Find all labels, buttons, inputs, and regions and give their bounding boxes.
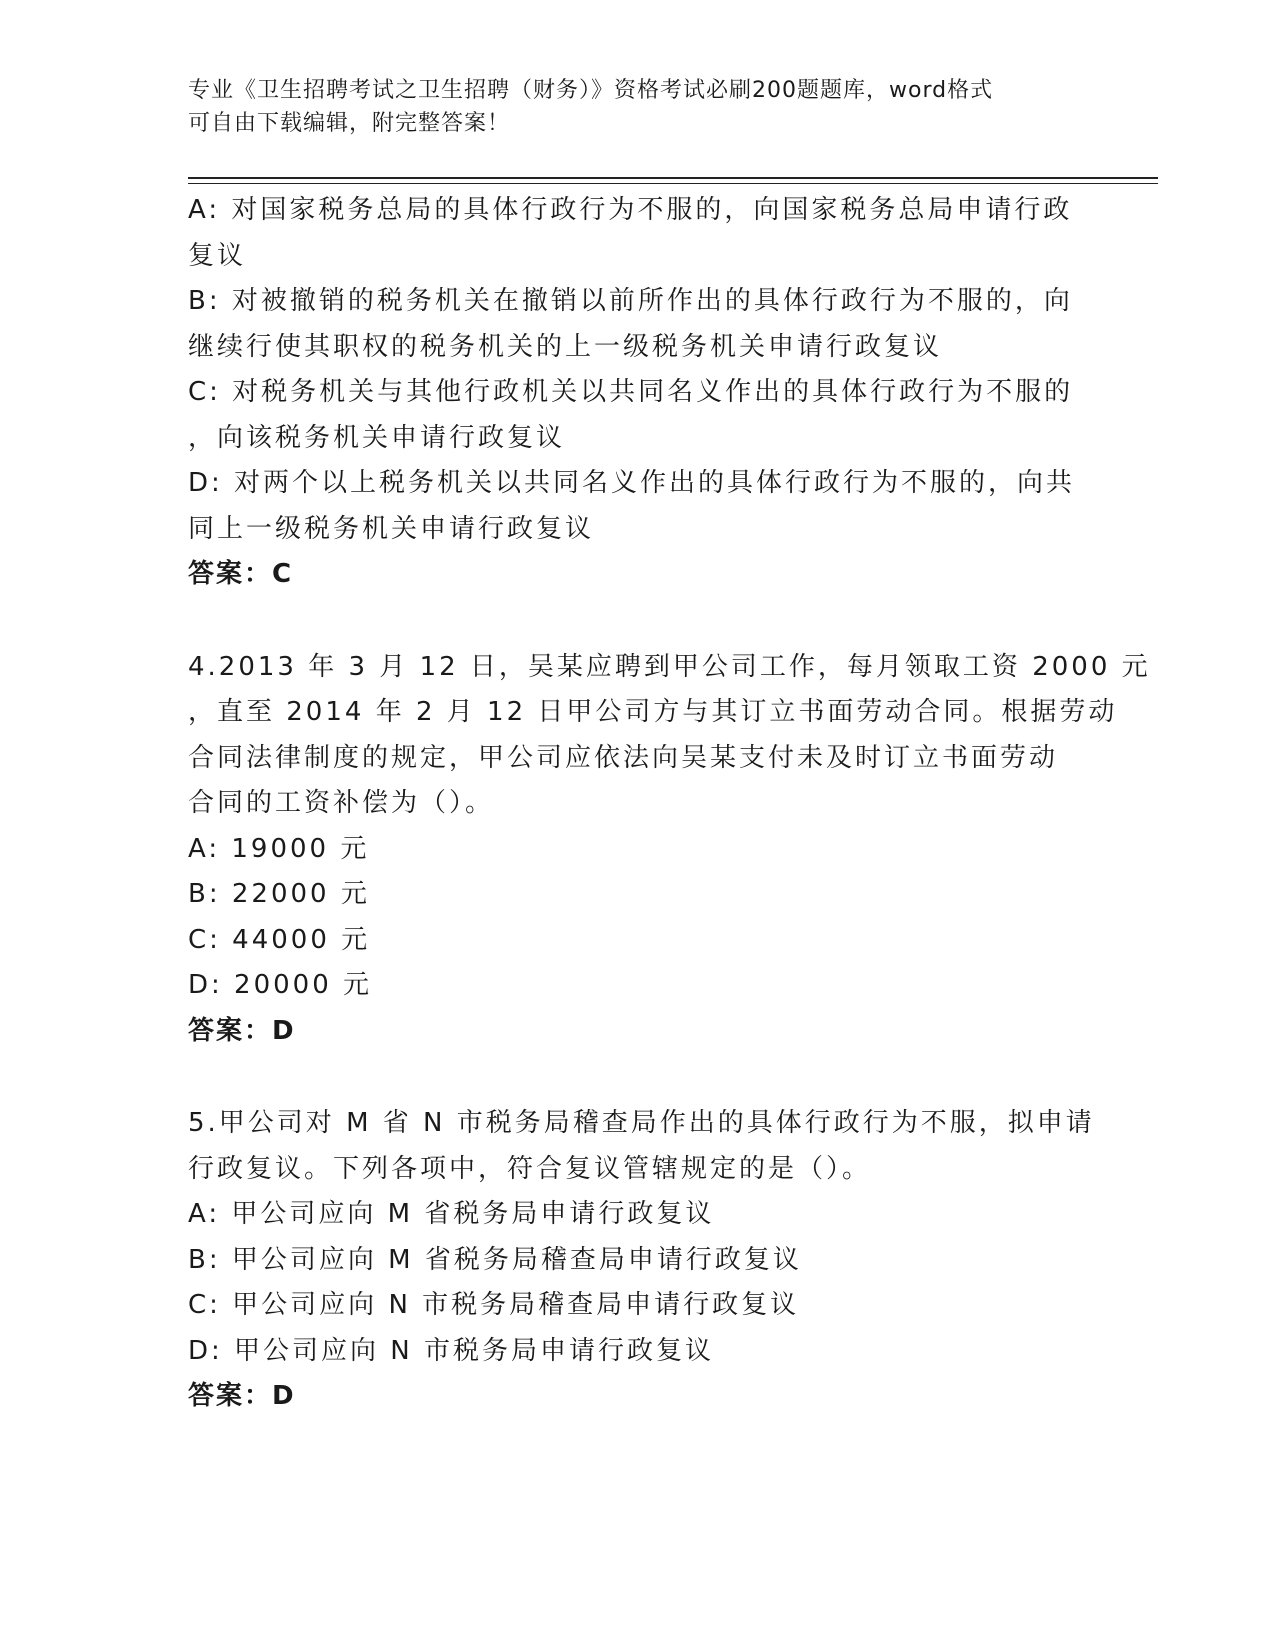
document-header	[188, 74, 1068, 140]
question-spacer	[188, 1054, 1078, 1101]
header-title-line-2: 可自由下载编辑，附完整答案！	[188, 111, 511, 136]
q3-option-a-line-2: 复议	[188, 240, 247, 271]
header-title-line-1: 专业《卫生招聘考试之卫生招聘（财务）》资格考试必刷200题题库，word格式	[188, 78, 994, 103]
q5-option-b: B: 甲公司应向 M 省税务局稽查局申请行政复议	[188, 1244, 802, 1275]
question-4-block	[188, 645, 1151, 1055]
question-content	[188, 188, 1151, 1420]
q5-answer: 答案：D	[188, 1381, 296, 1411]
header-divider-thin	[188, 183, 1158, 184]
q4-answer: 答案：D	[188, 1015, 296, 1046]
q4-option-a: A: 19000 元	[188, 833, 370, 864]
question-3-block	[188, 188, 1078, 598]
header-divider-thick	[188, 177, 1158, 179]
q5-stem-line-1: 5.甲公司对 M 省 N 市税务局稽查局作出的具体行政行为不服，拟申请	[188, 1108, 1095, 1138]
q3-answer: 答案：C	[188, 559, 294, 589]
q3-option-c-line-1: C: 对税务机关与其他行政机关以共同名义作出的具体行政行为不服的	[188, 377, 1074, 407]
q3-option-b-line-2: 继续行使其职权的税务机关的上一级税务机关申请行政复议	[188, 331, 943, 362]
question-spacer	[188, 598, 1078, 645]
q4-stem-line-2: ，直至 2014 年 2 月 12 日甲公司方与其订立书面劳动合同。根据劳动	[188, 697, 1118, 727]
q4-option-d: D: 20000 元	[188, 970, 373, 1000]
q5-stem-line-2: 行政复议。下列各项中，符合复议管辖规定的是（）。	[188, 1153, 872, 1184]
q4-stem-line-4: 合同的工资补偿为（）。	[188, 788, 495, 818]
q4-option-b: B: 22000 元	[188, 879, 370, 909]
q5-option-c: C: 甲公司应向 N 市税务局稽查局申请行政复议	[188, 1290, 800, 1320]
q3-option-c-line-2: ，向该税务机关申请行政复议	[188, 422, 566, 453]
q3-option-a-line-1: A: 对国家税务总局的具体行政行为不服的，向国家税务总局申请行政	[188, 195, 1073, 225]
q3-option-d-line-1: D: 对两个以上税务机关以共同名义作出的具体行政行为不服的，向共	[188, 468, 1076, 498]
q5-option-a: A: 甲公司应向 M 省税务局申请行政复议	[188, 1199, 715, 1229]
question-5-block	[188, 1101, 1095, 1420]
q5-option-d: D: 甲公司应向 N 市税务局申请行政复议	[188, 1335, 715, 1366]
q3-option-b-line-1: B: 对被撤销的税务机关在撤销以前所作出的具体行政行为不服的，向	[188, 286, 1073, 316]
q3-option-d-line-2: 同上一级税务机关申请行政复议	[188, 513, 595, 544]
q4-stem-line-1: 4.2013 年 3 月 12 日，吴某应聘到甲公司工作，每月领取工资 2000 元	[188, 651, 1151, 682]
q4-option-c: C: 44000 元	[188, 924, 371, 955]
q4-stem-line-3: 合同法律制度的规定，甲公司应依法向吴某支付未及时订立书面劳动	[188, 742, 1059, 773]
